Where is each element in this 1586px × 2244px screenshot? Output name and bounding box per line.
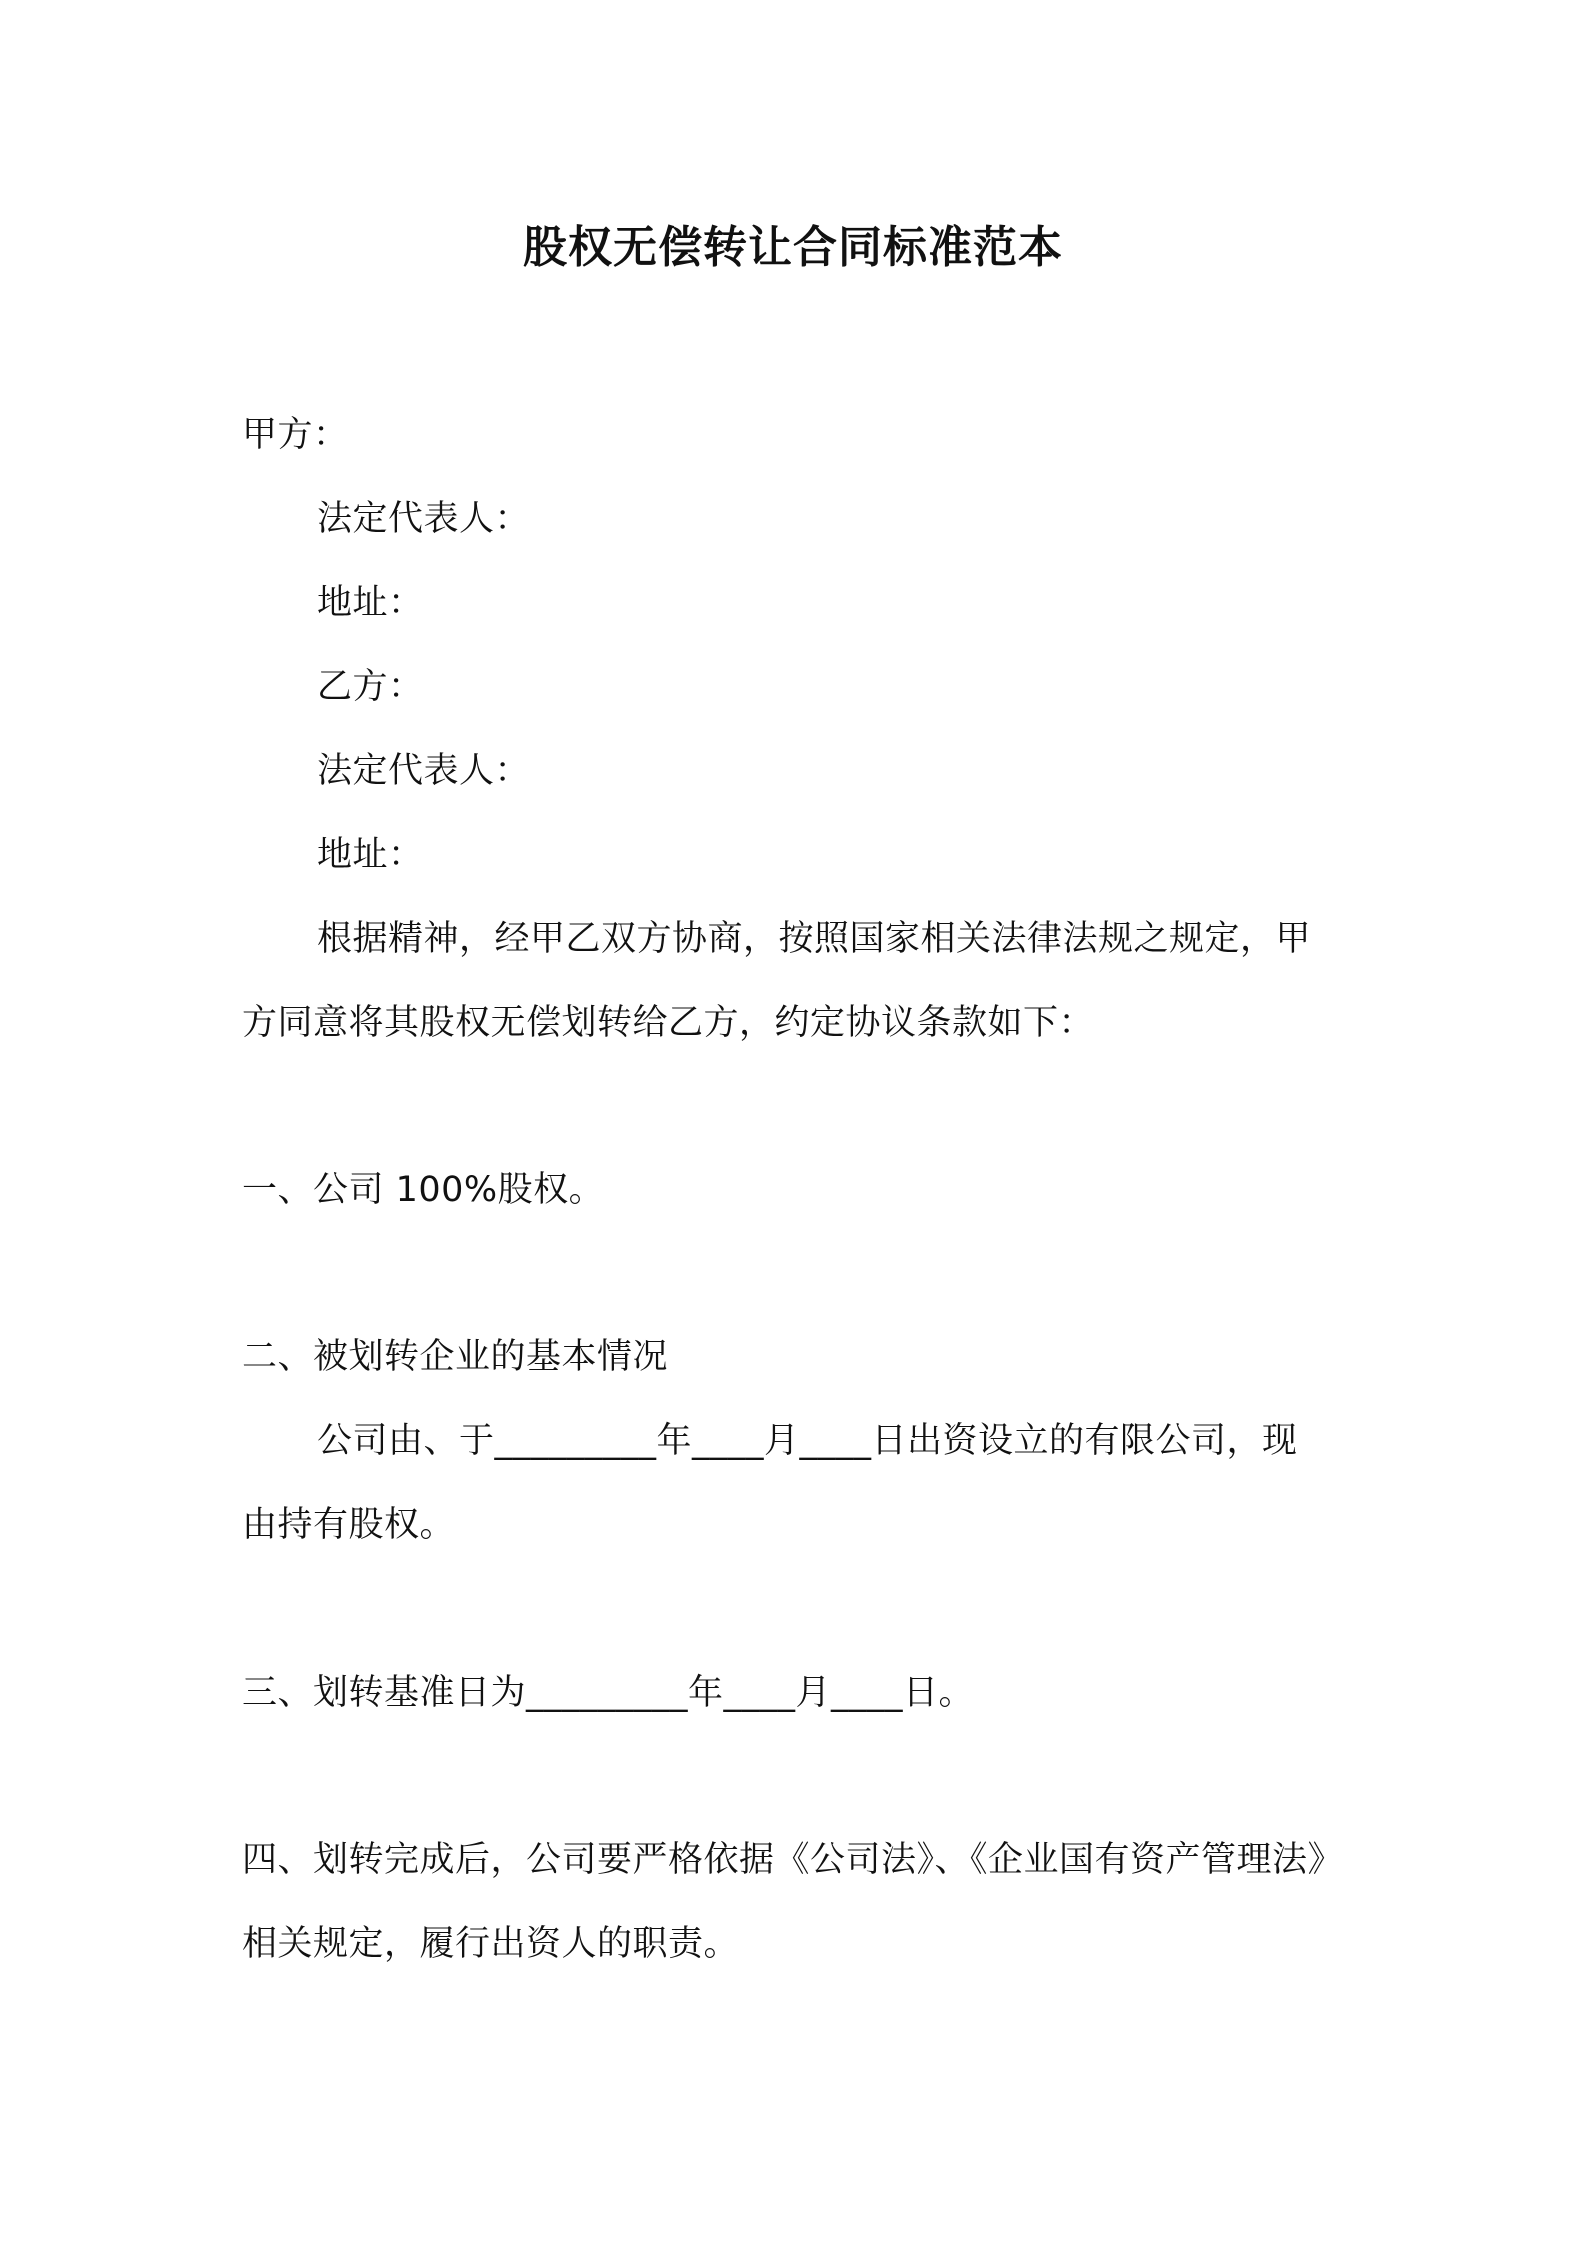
clause-2-heading: 二、被划转企业的基本情况 xyxy=(242,1337,669,1377)
party-a-representative: 法定代表人： xyxy=(317,499,531,539)
party-b-label: 乙方： xyxy=(317,667,424,707)
clause-2-line-2: 由持有股权。 xyxy=(242,1505,456,1545)
preamble-line-2: 方同意将其股权无偿划转给乙方，约定协议条款如下： xyxy=(242,1003,1095,1043)
party-b-address: 地址： xyxy=(317,835,424,875)
clause-1: 一、公司 100%股权。 xyxy=(242,1170,605,1210)
party-b-representative: 法定代表人： xyxy=(317,751,531,791)
party-a-address: 地址： xyxy=(317,583,424,623)
clause-2-line-1: 公司由、于_________年____月____日出资设立的有限公司，现 xyxy=(317,1421,1298,1461)
clause-3: 三、划转基准日为_________年____月____日。 xyxy=(242,1673,975,1713)
document-title: 股权无偿转让合同标准范本 xyxy=(523,222,1063,273)
clause-4-line-1: 四、划转完成后，公司要严格依据《公司法》、《企业国有资产管理法》 xyxy=(242,1840,1344,1880)
party-a-label: 甲方： xyxy=(242,415,349,455)
preamble-line-1: 根据精神，经甲乙双方协商，按照国家相关法律法规之规定，甲 xyxy=(317,919,1312,959)
clause-4-line-2: 相关规定，履行出资人的职责。 xyxy=(242,1924,740,1964)
